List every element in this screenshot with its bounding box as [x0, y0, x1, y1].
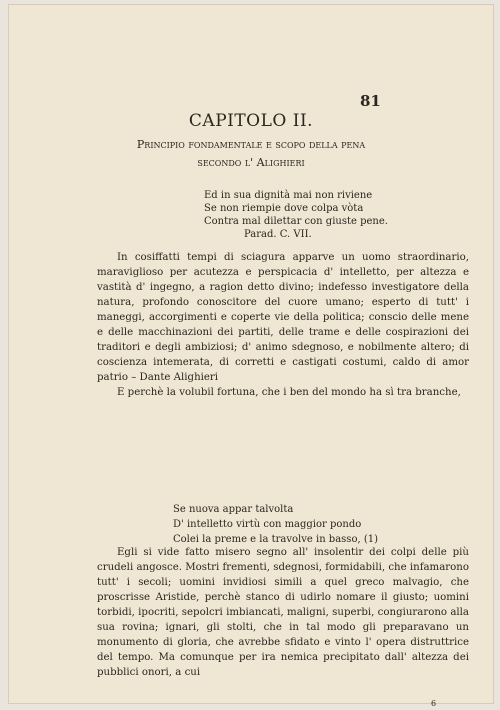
- book-page: [8, 4, 494, 708]
- page-number: 81: [360, 92, 381, 110]
- paragraph: Egli si vide fatto misero segno all' insolentir dei colpi delle più crudeli angosce. Mostri frementi, sdegnosi, formidabili, che infamarono tutt' i secoli; uomini invidiosi simili a quel greco malvagio, che proscrisse Aristide, perchè stanco di udirlo nomare il giusto; uomini torbidi, ipocriti, sepolcri imbiancati, maligni, superbi, congiurarono alla sua rovina; ignari, gli stolti, che in tal modo gli preparavano un monumento di gloria, che avrebbe sfidato e vinto l' opera distruttrice del tempo. Ma comunque per ira nemica precipitato dall' altezza dei pubblici onori, a cui: [97, 547, 469, 678]
- signature-mark: 6: [431, 699, 437, 708]
- body-text-bottom: [97, 545, 469, 680]
- epigraph-reference: Parad. C. VII.: [244, 229, 312, 240]
- epigraph-line: Se non riempie dove colpa vòta: [204, 203, 364, 214]
- verse-quote: [173, 502, 378, 547]
- quote-line: D' intelletto virtù con maggior pondo: [173, 519, 362, 530]
- epigraph: [204, 189, 388, 241]
- epigraph-line: Contra mal dilettar con giuste pene.: [204, 216, 388, 227]
- paragraph: E perchè la volubil fortuna, che i ben del mondo ha sì tra branche,: [117, 387, 461, 398]
- paragraph: In cosiffatti tempi di sciagura apparve un uomo straordinario, maraviglioso per acutezza e perspicacia d' intelletto, per altezza e vastità d' ingegno, a ragion detto divino; indefesso investigatore della natura, profondo conoscitore del cuore umano; esperto di tutt' i maneggi, accorgimenti e coperte vie della politica; conscio delle mene e delle macchinazioni dei partiti, delle trame e delle cospirazioni dei traditori e degli ambiziosi; d' animo sdegnoso, e nobilmente altero; di coscienza intemerata, di corretti e castigati costumi, caldo di amor patrio – Dante Alighieri: [97, 252, 469, 383]
- epigraph-line: Ed in sua dignità mai non riviene: [204, 190, 373, 201]
- chapter-title: CAPITOLO II.: [188, 111, 314, 131]
- chapter-subtitle-line-2: secondo l' Alighieri: [197, 156, 305, 169]
- chapter-subtitle-line-1: Principio fondamentale e scopo della pena: [136, 138, 366, 151]
- quote-line: Colei la preme e la travolve in basso, (1): [173, 534, 378, 545]
- body-text-top: [97, 250, 469, 400]
- quote-line: Se nuova appar talvolta: [173, 504, 294, 515]
